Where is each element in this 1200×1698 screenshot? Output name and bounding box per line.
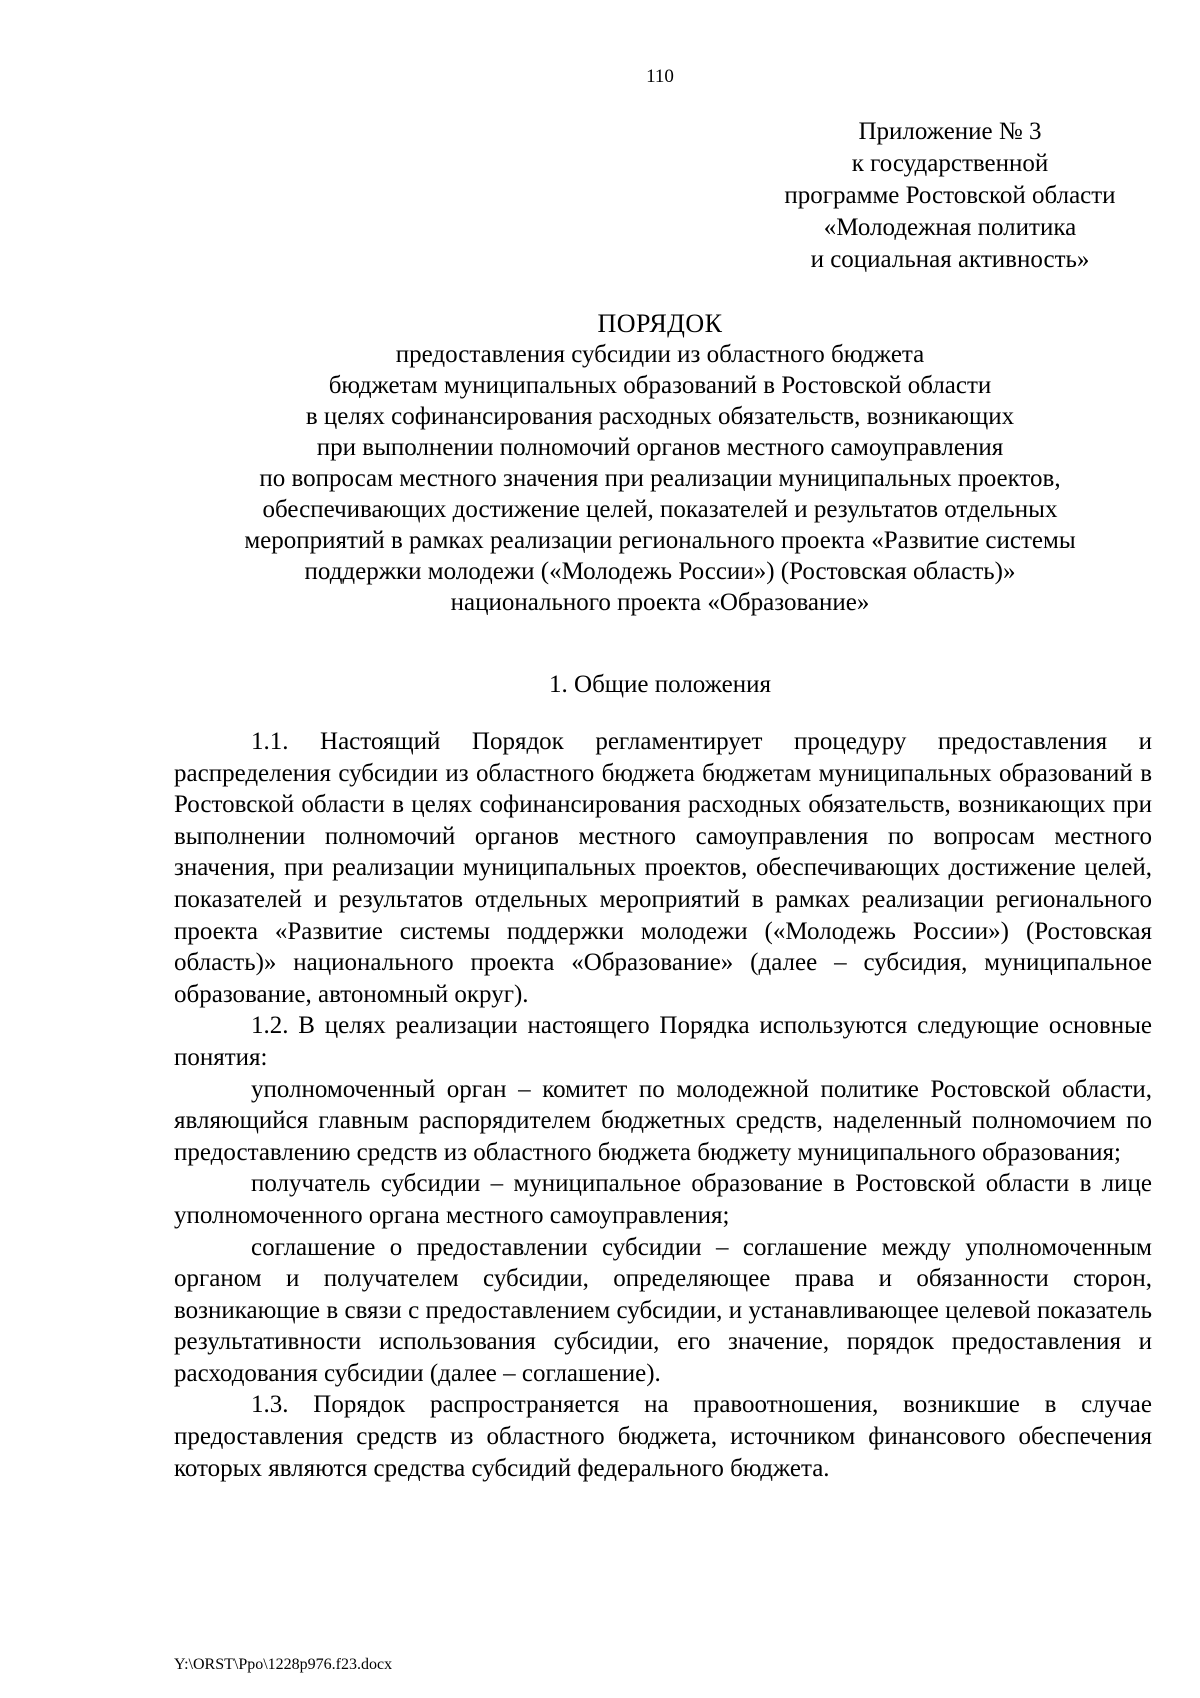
title-line: при выполнении полномочий органов местного самоуправления xyxy=(316,434,1004,461)
appendix-block xyxy=(690,116,1200,276)
document-title-block xyxy=(130,308,1190,618)
page-number: 110 xyxy=(646,66,674,87)
paragraph: получатель субсидии – муниципальное образование в Ростовской области в лице уполномоченного органа местного самоуправления; xyxy=(174,1170,1152,1229)
paragraph: 1.2. В целях реализации настоящего Порядка используются следующие основные понятия: xyxy=(174,1012,1152,1071)
body-text xyxy=(174,726,1152,1484)
paragraph: соглашение о предоставлении субсидии – соглашение между уполномоченным органом и получателем субсидии, определяющее права и обязанности сторон, возникающие в связи с предоставлением субсидии, и устанавливающее целевой показатель результативности использования субсидии, его значение, порядок предоставления и расходования субсидии (далее – соглашение). xyxy=(174,1233,1152,1387)
appendix-line: «Молодежная политика xyxy=(823,214,1077,241)
section-heading: 1. Общие положения xyxy=(549,671,771,698)
title-line: обеспечивающих достижение целей, показателей и результатов отдельных xyxy=(262,496,1058,523)
title-line: предоставления субсидии из областного бюджета xyxy=(395,341,925,368)
appendix-line: и социальная активность» xyxy=(810,246,1090,273)
title-line: в целях софинансирования расходных обязательств, возникающих xyxy=(305,403,1015,430)
paragraph: уполномоченный орган – комитет по молодежной политике Ростовской области, являющийся главным распорядителем бюджетных средств, наделенный полномочием по предоставлению средств из областного бюджета бюджету муниципального образования; xyxy=(174,1075,1152,1166)
appendix-line: программе Ростовской области xyxy=(784,182,1116,209)
appendix-line: Приложение № 3 xyxy=(858,118,1042,145)
appendix-line: к государственной xyxy=(851,150,1049,177)
title-line: по вопросам местного значения при реализации муниципальных проектов, xyxy=(259,465,1061,492)
paragraph: 1.1. Настоящий Порядок регламентирует процедуру предоставления и распределения субсидии из областного бюджета бюджетам муниципальных образований в Ростовской области в целях софинансирования расходных обязательств, возникающих при выполнении полномочий органов местного самоуправления по вопросам местного значения, при реализации муниципальных проектов, обеспечивающих достижение целей, показателей и результатов отдельных мероприятий в рамках реализации регионального проекта «Развитие системы поддержки молодежи («Молодежь России») (Ростовская область)» национального проекта «Образование» (далее – субсидия, муниципальное образование, автономный округ). xyxy=(174,728,1152,1008)
title-line: поддержки молодежи («Молодежь России») (Ростовская область)» xyxy=(304,558,1016,585)
title-line: мероприятий в рамках реализации регионального проекта «Развитие системы xyxy=(244,527,1076,554)
title-line: национального проекта «Образование» xyxy=(450,589,870,616)
title-line: бюджетам муниципальных образований в Ростовской области xyxy=(328,372,992,399)
footer-file-path: Y:\ORST\Ppo\1228p976.f23.docx xyxy=(174,1656,393,1673)
paragraph: 1.3. Порядок распространяется на правоотношения, возникшие в случае предоставления средств из областного бюджета, источником финансового обеспечения которых являются средства субсидий федерального бюджета. xyxy=(174,1391,1152,1482)
document-title: ПОРЯДОК xyxy=(597,309,723,338)
